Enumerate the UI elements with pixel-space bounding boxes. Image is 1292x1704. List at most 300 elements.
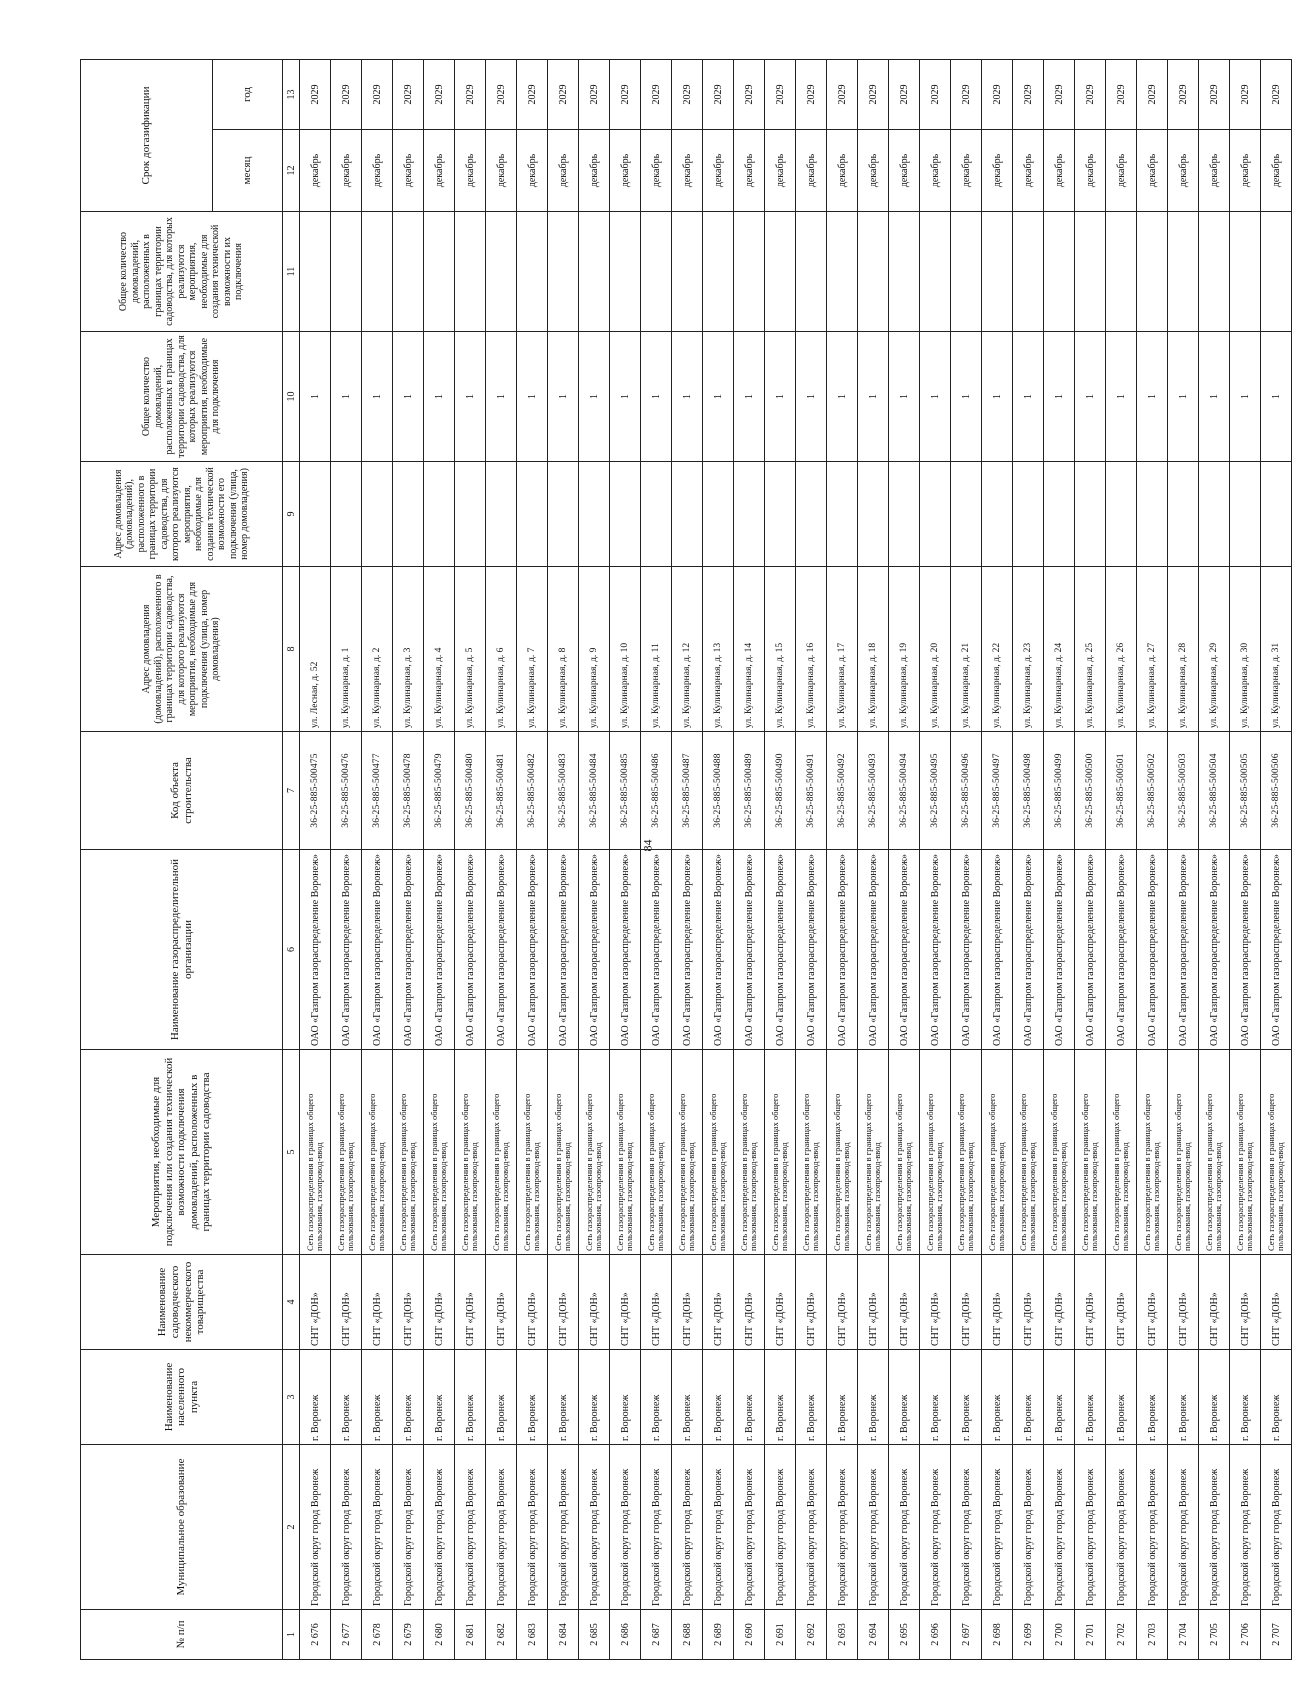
cell-address-tech — [1137, 462, 1168, 567]
cell-address-connection: ул. Кулинарная, д. 17 — [827, 567, 858, 732]
cell-settlement: г. Воронеж — [827, 1350, 858, 1445]
cell-count-tech — [517, 212, 548, 332]
cell-month: декабрь — [765, 130, 796, 212]
cell-count-connection: 1 — [641, 332, 672, 462]
cell-object-code: 36-25-885-500489 — [734, 732, 765, 850]
cell-count-tech — [1230, 212, 1261, 332]
cell-settlement: г. Воронеж — [1013, 1350, 1044, 1445]
cell-settlement: г. Воронеж — [734, 1350, 765, 1445]
table-row — [672, 59, 703, 1659]
cell-count-tech — [858, 212, 889, 332]
cell-measures: Сеть газораспределения в границах общего пользования, газопровод-ввод — [1199, 1050, 1230, 1255]
cell-measures: Сеть газораспределения в границах общего пользования, газопровод-ввод — [1137, 1050, 1168, 1255]
table-row — [796, 59, 827, 1659]
cell-num: 2 696 — [920, 1610, 951, 1660]
cell-gas-org: ОАО «Газпром газораспределение Воронеж» — [1044, 850, 1075, 1050]
cell-year: 2029 — [703, 59, 734, 129]
cell-year: 2029 — [889, 59, 920, 129]
table-row — [982, 59, 1013, 1659]
cell-count-connection: 1 — [1230, 332, 1261, 462]
header-address-connection: Адрес домовладения (домовладений), расположенного в границах территории садоводства, для которого реализуются мероприятия, необходимые для подключения (улица, номер домовладения) — [81, 567, 283, 732]
cell-snt: СНТ «ДОН» — [982, 1255, 1013, 1350]
cell-num: 2 702 — [1106, 1610, 1137, 1660]
cell-snt: СНТ «ДОН» — [1261, 1255, 1292, 1350]
cell-municipality: Городской округ город Воронеж — [1137, 1445, 1168, 1610]
cell-gas-org: ОАО «Газпром газораспределение Воронеж» — [1137, 850, 1168, 1050]
cell-object-code: 36-25-885-500506 — [1261, 732, 1292, 850]
cell-month: декабрь — [672, 130, 703, 212]
cell-count-connection: 1 — [548, 332, 579, 462]
col-number: 12 — [283, 130, 300, 212]
cell-municipality: Городской округ город Воронеж — [734, 1445, 765, 1610]
cell-measures: Сеть газораспределения в границах общего пользования, газопровод-ввод — [1075, 1050, 1106, 1255]
cell-count-tech — [703, 212, 734, 332]
cell-year: 2029 — [1013, 59, 1044, 129]
cell-settlement: г. Воронеж — [982, 1350, 1013, 1445]
cell-count-tech — [920, 212, 951, 332]
cell-count-tech — [982, 212, 1013, 332]
cell-address-tech — [393, 462, 424, 567]
cell-address-connection: ул. Кулинарная, д. 8 — [548, 567, 579, 732]
cell-count-tech — [1261, 212, 1292, 332]
cell-settlement: г. Воронеж — [1230, 1350, 1261, 1445]
cell-count-tech — [1106, 212, 1137, 332]
cell-gas-org: ОАО «Газпром газораспределение Воронеж» — [641, 850, 672, 1050]
cell-measures: Сеть газораспределения в границах общего пользования, газопровод-ввод — [424, 1050, 455, 1255]
table-row — [579, 59, 610, 1659]
cell-month: декабрь — [1075, 130, 1106, 212]
cell-year: 2029 — [827, 59, 858, 129]
cell-address-tech — [827, 462, 858, 567]
cell-count-tech — [1137, 212, 1168, 332]
cell-address-connection: ул. Кулинарная, д. 4 — [424, 567, 455, 732]
cell-count-connection: 1 — [765, 332, 796, 462]
cell-settlement: г. Воронеж — [641, 1350, 672, 1445]
cell-gas-org: ОАО «Газпром газораспределение Воронеж» — [672, 850, 703, 1050]
cell-num: 2 705 — [1199, 1610, 1230, 1660]
cell-object-code: 36-25-885-500483 — [548, 732, 579, 850]
cell-count-tech — [610, 212, 641, 332]
cell-municipality: Городской округ город Воронеж — [1230, 1445, 1261, 1610]
cell-settlement: г. Воронеж — [1168, 1350, 1199, 1445]
cell-year: 2029 — [393, 59, 424, 129]
cell-snt: СНТ «ДОН» — [486, 1255, 517, 1350]
cell-object-code: 36-25-885-500501 — [1106, 732, 1137, 850]
cell-gas-org: ОАО «Газпром газораспределение Воронеж» — [579, 850, 610, 1050]
cell-month: декабрь — [424, 130, 455, 212]
cell-measures: Сеть газораспределения в границах общего пользования, газопровод-ввод — [610, 1050, 641, 1255]
cell-num: 2 687 — [641, 1610, 672, 1660]
cell-month: декабрь — [393, 130, 424, 212]
cell-month: декабрь — [889, 130, 920, 212]
cell-month: декабрь — [796, 130, 827, 212]
cell-settlement: г. Воронеж — [1199, 1350, 1230, 1445]
cell-month: декабрь — [858, 130, 889, 212]
cell-count-tech — [1013, 212, 1044, 332]
cell-settlement: г. Воронеж — [703, 1350, 734, 1445]
cell-address-connection: ул. Кулинарная, д. 20 — [920, 567, 951, 732]
cell-municipality: Городской округ город Воронеж — [331, 1445, 362, 1610]
cell-count-tech — [796, 212, 827, 332]
cell-snt: СНТ «ДОН» — [300, 1255, 331, 1350]
cell-count-tech — [889, 212, 920, 332]
cell-municipality: Городской округ город Воронеж — [1168, 1445, 1199, 1610]
table-row — [548, 59, 579, 1659]
cell-year: 2029 — [517, 59, 548, 129]
cell-snt: СНТ «ДОН» — [1075, 1255, 1106, 1350]
cell-address-tech — [610, 462, 641, 567]
cell-measures: Сеть газораспределения в границах общего пользования, газопровод-ввод — [362, 1050, 393, 1255]
cell-num: 2 684 — [548, 1610, 579, 1660]
cell-municipality: Городской округ город Воронеж — [889, 1445, 920, 1610]
cell-object-code: 36-25-885-500485 — [610, 732, 641, 850]
cell-address-connection: ул. Кулинарная, д. 14 — [734, 567, 765, 732]
cell-gas-org: ОАО «Газпром газораспределение Воронеж» — [1075, 850, 1106, 1050]
cell-count-tech — [424, 212, 455, 332]
cell-settlement: г. Воронеж — [796, 1350, 827, 1445]
cell-object-code: 36-25-885-500490 — [765, 732, 796, 850]
cell-measures: Сеть газораспределения в границах общего пользования, газопровод-ввод — [579, 1050, 610, 1255]
cell-measures: Сеть газораспределения в границах общего пользования, газопровод-ввод — [641, 1050, 672, 1255]
cell-address-connection: ул. Кулинарная, д. 31 — [1261, 567, 1292, 732]
cell-gas-org: ОАО «Газпром газораспределение Воронеж» — [1230, 850, 1261, 1050]
cell-address-tech — [765, 462, 796, 567]
cell-month: декабрь — [827, 130, 858, 212]
cell-address-tech — [424, 462, 455, 567]
cell-address-tech — [1168, 462, 1199, 567]
cell-count-tech — [548, 212, 579, 332]
table-row — [1137, 59, 1168, 1659]
cell-month: декабрь — [951, 130, 982, 212]
header-month: месяц — [213, 130, 283, 212]
cell-count-connection: 1 — [703, 332, 734, 462]
cell-address-connection: ул. Кулинарная, д. 3 — [393, 567, 424, 732]
cell-count-connection: 1 — [1137, 332, 1168, 462]
cell-address-tech — [1261, 462, 1292, 567]
cell-month: декабрь — [1106, 130, 1137, 212]
cell-measures: Сеть газораспределения в границах общего пользования, газопровод-ввод — [1230, 1050, 1261, 1255]
cell-municipality: Городской округ город Воронеж — [672, 1445, 703, 1610]
cell-address-connection: ул. Кулинарная, д. 22 — [982, 567, 1013, 732]
cell-month: декабрь — [579, 130, 610, 212]
cell-address-tech — [951, 462, 982, 567]
cell-snt: СНТ «ДОН» — [765, 1255, 796, 1350]
cell-settlement: г. Воронеж — [1075, 1350, 1106, 1445]
cell-year: 2029 — [1168, 59, 1199, 129]
cell-settlement: г. Воронеж — [486, 1350, 517, 1445]
col-number: 8 — [283, 567, 300, 732]
cell-measures: Сеть газораспределения в границах общего пользования, газопровод-ввод — [1044, 1050, 1075, 1255]
cell-count-tech — [1075, 212, 1106, 332]
cell-object-code: 36-25-885-500482 — [517, 732, 548, 850]
cell-count-connection: 1 — [486, 332, 517, 462]
cell-year: 2029 — [331, 59, 362, 129]
cell-month: декабрь — [1044, 130, 1075, 212]
cell-settlement: г. Воронеж — [858, 1350, 889, 1445]
cell-gas-org: ОАО «Газпром газораспределение Воронеж» — [393, 850, 424, 1050]
table-row — [300, 59, 331, 1659]
cell-settlement: г. Воронеж — [579, 1350, 610, 1445]
cell-snt: СНТ «ДОН» — [920, 1255, 951, 1350]
cell-object-code: 36-25-885-500499 — [1044, 732, 1075, 850]
col-number: 3 — [283, 1350, 300, 1445]
cell-month: декабрь — [548, 130, 579, 212]
cell-snt: СНТ «ДОН» — [1013, 1255, 1044, 1350]
cell-gas-org: ОАО «Газпром газораспределение Воронеж» — [920, 850, 951, 1050]
cell-object-code: 36-25-885-500480 — [455, 732, 486, 850]
cell-municipality: Городской округ город Воронеж — [1075, 1445, 1106, 1610]
cell-address-tech — [455, 462, 486, 567]
cell-address-tech — [920, 462, 951, 567]
cell-gas-org: ОАО «Газпром газораспределение Воронеж» — [424, 850, 455, 1050]
cell-num: 2 682 — [486, 1610, 517, 1660]
cell-count-connection: 1 — [300, 332, 331, 462]
header-municipality: Муниципальное образование — [81, 1445, 283, 1610]
cell-year: 2029 — [672, 59, 703, 129]
header-count-tech: Общее количество домовладений, расположенных в границах территории садоводства, для которых реализуются мероприятия, необходимые для создания технической возможности их подключения — [81, 212, 283, 332]
cell-gas-org: ОАО «Газпром газораспределение Воронеж» — [362, 850, 393, 1050]
cell-count-connection: 1 — [982, 332, 1013, 462]
cell-object-code: 36-25-885-500498 — [1013, 732, 1044, 850]
cell-municipality: Городской округ город Воронеж — [920, 1445, 951, 1610]
cell-month: декабрь — [1261, 130, 1292, 212]
cell-address-tech — [579, 462, 610, 567]
cell-municipality: Городской округ город Воронеж — [1261, 1445, 1292, 1610]
cell-num: 2 683 — [517, 1610, 548, 1660]
cell-measures: Сеть газораспределения в границах общего пользования, газопровод-ввод — [300, 1050, 331, 1255]
cell-measures: Сеть газораспределения в границах общего пользования, газопровод-ввод — [517, 1050, 548, 1255]
cell-municipality: Городской округ город Воронеж — [641, 1445, 672, 1610]
cell-month: декабрь — [734, 130, 765, 212]
cell-object-code: 36-25-885-500477 — [362, 732, 393, 850]
table-row — [1261, 59, 1292, 1659]
cell-count-tech — [827, 212, 858, 332]
cell-year: 2029 — [486, 59, 517, 129]
cell-address-tech — [734, 462, 765, 567]
table-row — [1044, 59, 1075, 1659]
cell-num: 2 677 — [331, 1610, 362, 1660]
cell-measures: Сеть газораспределения в границах общего пользования, газопровод-ввод — [982, 1050, 1013, 1255]
cell-snt: СНТ «ДОН» — [1230, 1255, 1261, 1350]
cell-num: 2 679 — [393, 1610, 424, 1660]
cell-address-tech — [1106, 462, 1137, 567]
cell-count-tech — [331, 212, 362, 332]
cell-address-tech — [982, 462, 1013, 567]
cell-snt: СНТ «ДОН» — [424, 1255, 455, 1350]
cell-count-connection: 1 — [1261, 332, 1292, 462]
cell-count-connection: 1 — [610, 332, 641, 462]
col-number: 11 — [283, 212, 300, 332]
cell-gas-org: ОАО «Газпром газораспределение Воронеж» — [765, 850, 796, 1050]
cell-year: 2029 — [920, 59, 951, 129]
cell-snt: СНТ «ДОН» — [796, 1255, 827, 1350]
cell-measures: Сеть газораспределения в границах общего пользования, газопровод-ввод — [734, 1050, 765, 1255]
cell-object-code: 36-25-885-500502 — [1137, 732, 1168, 850]
cell-gas-org: ОАО «Газпром газораспределение Воронеж» — [455, 850, 486, 1050]
cell-count-tech — [362, 212, 393, 332]
cell-year: 2029 — [455, 59, 486, 129]
cell-address-tech — [672, 462, 703, 567]
header-settlement: Наименование населенного пункта — [81, 1350, 283, 1445]
cell-num: 2 686 — [610, 1610, 641, 1660]
cell-year: 2029 — [610, 59, 641, 129]
cell-snt: СНТ «ДОН» — [1137, 1255, 1168, 1350]
cell-address-connection: ул. Кулинарная, д. 6 — [486, 567, 517, 732]
cell-measures: Сеть газораспределения в границах общего пользования, газопровод-ввод — [765, 1050, 796, 1255]
cell-snt: СНТ «ДОН» — [393, 1255, 424, 1350]
cell-address-tech — [517, 462, 548, 567]
cell-month: декабрь — [982, 130, 1013, 212]
cell-year: 2029 — [734, 59, 765, 129]
cell-count-connection: 1 — [331, 332, 362, 462]
cell-snt: СНТ «ДОН» — [517, 1255, 548, 1350]
cell-count-connection: 1 — [424, 332, 455, 462]
cell-num: 2 681 — [455, 1610, 486, 1660]
cell-count-connection: 1 — [579, 332, 610, 462]
cell-month: декабрь — [1137, 130, 1168, 212]
cell-year: 2029 — [300, 59, 331, 129]
cell-num: 2 703 — [1137, 1610, 1168, 1660]
cell-municipality: Городской округ город Воронеж — [1199, 1445, 1230, 1610]
table-row — [951, 59, 982, 1659]
cell-municipality: Городской округ город Воронеж — [610, 1445, 641, 1610]
cell-address-tech — [362, 462, 393, 567]
cell-year: 2029 — [858, 59, 889, 129]
cell-address-tech — [796, 462, 827, 567]
cell-address-connection: ул. Кулинарная, д. 29 — [1199, 567, 1230, 732]
cell-count-tech — [300, 212, 331, 332]
table-row — [641, 59, 672, 1659]
cell-count-tech — [641, 212, 672, 332]
cell-year: 2029 — [1075, 59, 1106, 129]
col-number: 4 — [283, 1255, 300, 1350]
cell-month: декабрь — [610, 130, 641, 212]
cell-object-code: 36-25-885-500476 — [331, 732, 362, 850]
header-year: год — [213, 59, 283, 129]
table-row — [765, 59, 796, 1659]
cell-num: 2 692 — [796, 1610, 827, 1660]
table-row — [362, 59, 393, 1659]
cell-count-tech — [1168, 212, 1199, 332]
cell-municipality: Городской округ город Воронеж — [300, 1445, 331, 1610]
cell-num: 2 698 — [982, 1610, 1013, 1660]
gasification-table — [80, 59, 1292, 1660]
cell-address-connection: ул. Кулинарная, д. 10 — [610, 567, 641, 732]
table-row — [1013, 59, 1044, 1659]
cell-municipality: Городской округ город Воронеж — [1106, 1445, 1137, 1610]
cell-count-tech — [734, 212, 765, 332]
cell-object-code: 36-25-885-500492 — [827, 732, 858, 850]
cell-settlement: г. Воронеж — [362, 1350, 393, 1445]
cell-count-tech — [486, 212, 517, 332]
cell-measures: Сеть газораспределения в границах общего пользования, газопровод-ввод — [672, 1050, 703, 1255]
cell-address-tech — [331, 462, 362, 567]
cell-gas-org: ОАО «Газпром газораспределение Воронеж» — [548, 850, 579, 1050]
header-num: № п/п — [81, 1610, 283, 1660]
table-row — [610, 59, 641, 1659]
cell-gas-org: ОАО «Газпром газораспределение Воронеж» — [951, 850, 982, 1050]
cell-num: 2 697 — [951, 1610, 982, 1660]
cell-address-connection: ул. Кулинарная, д. 27 — [1137, 567, 1168, 732]
cell-settlement: г. Воронеж — [920, 1350, 951, 1445]
cell-address-tech — [889, 462, 920, 567]
cell-object-code: 36-25-885-500491 — [796, 732, 827, 850]
cell-address-tech — [1013, 462, 1044, 567]
cell-year: 2029 — [982, 59, 1013, 129]
cell-snt: СНТ «ДОН» — [703, 1255, 734, 1350]
cell-count-connection: 1 — [1075, 332, 1106, 462]
cell-object-code: 36-25-885-500500 — [1075, 732, 1106, 850]
cell-snt: СНТ «ДОН» — [362, 1255, 393, 1350]
cell-measures: Сеть газораспределения в границах общего пользования, газопровод-ввод — [920, 1050, 951, 1255]
cell-num: 2 690 — [734, 1610, 765, 1660]
cell-municipality: Городской округ город Воронеж — [1044, 1445, 1075, 1610]
cell-address-connection: ул. Кулинарная, д. 11 — [641, 567, 672, 732]
cell-settlement: г. Воронеж — [393, 1350, 424, 1445]
cell-measures: Сеть газораспределения в границах общего пользования, газопровод-ввод — [951, 1050, 982, 1255]
cell-snt: СНТ «ДОН» — [672, 1255, 703, 1350]
cell-year: 2029 — [424, 59, 455, 129]
cell-settlement: г. Воронеж — [1261, 1350, 1292, 1445]
cell-address-connection: ул. Кулинарная, д. 24 — [1044, 567, 1075, 732]
cell-gas-org: ОАО «Газпром газораспределение Воронеж» — [486, 850, 517, 1050]
cell-municipality: Городской округ город Воронеж — [362, 1445, 393, 1610]
cell-address-connection: ул. Кулинарная, д. 16 — [796, 567, 827, 732]
cell-address-connection: ул. Кулинарная, д. 30 — [1230, 567, 1261, 732]
cell-municipality: Городской округ город Воронеж — [393, 1445, 424, 1610]
cell-settlement: г. Воронеж — [672, 1350, 703, 1445]
cell-snt: СНТ «ДОН» — [455, 1255, 486, 1350]
cell-measures: Сеть газораспределения в границах общего пользования, газопровод-ввод — [1106, 1050, 1137, 1255]
cell-object-code: 36-25-885-500494 — [889, 732, 920, 850]
col-number: 5 — [283, 1050, 300, 1255]
cell-count-connection: 1 — [362, 332, 393, 462]
cell-snt: СНТ «ДОН» — [641, 1255, 672, 1350]
cell-object-code: 36-25-885-500486 — [641, 732, 672, 850]
cell-gas-org: ОАО «Газпром газораспределение Воронеж» — [703, 850, 734, 1050]
cell-settlement: г. Воронеж — [1106, 1350, 1137, 1445]
cell-year: 2029 — [796, 59, 827, 129]
cell-measures: Сеть газораспределения в границах общего пользования, газопровод-ввод — [703, 1050, 734, 1255]
cell-year: 2029 — [1044, 59, 1075, 129]
cell-address-tech — [703, 462, 734, 567]
cell-address-connection: ул. Кулинарная, д. 25 — [1075, 567, 1106, 732]
col-number: 7 — [283, 732, 300, 850]
cell-address-connection: ул. Кулинарная, д. 26 — [1106, 567, 1137, 732]
cell-settlement: г. Воронеж — [517, 1350, 548, 1445]
cell-measures: Сеть газораспределения в границах общего пользования, газопровод-ввод — [1168, 1050, 1199, 1255]
cell-settlement: г. Воронеж — [300, 1350, 331, 1445]
cell-address-connection: ул. Лесная, д. 52 — [300, 567, 331, 732]
cell-address-connection: ул. Кулинарная, д. 5 — [455, 567, 486, 732]
cell-snt: СНТ «ДОН» — [331, 1255, 362, 1350]
cell-month: декабрь — [486, 130, 517, 212]
cell-measures: Сеть газораспределения в границах общего пользования, газопровод-ввод — [827, 1050, 858, 1255]
cell-num: 2 688 — [672, 1610, 703, 1660]
header-deadline: Срок догазификации — [81, 59, 213, 211]
cell-settlement: г. Воронеж — [455, 1350, 486, 1445]
cell-gas-org: ОАО «Газпром газораспределение Воронеж» — [1013, 850, 1044, 1050]
cell-object-code: 36-25-885-500488 — [703, 732, 734, 850]
cell-gas-org: ОАО «Газпром газораспределение Воронеж» — [610, 850, 641, 1050]
cell-count-connection: 1 — [827, 332, 858, 462]
cell-count-connection: 1 — [796, 332, 827, 462]
cell-month: декабрь — [641, 130, 672, 212]
header-gas-org: Наименование газораспределительной организации — [81, 850, 283, 1050]
cell-year: 2029 — [362, 59, 393, 129]
cell-month: декабрь — [1230, 130, 1261, 212]
cell-count-connection: 1 — [672, 332, 703, 462]
